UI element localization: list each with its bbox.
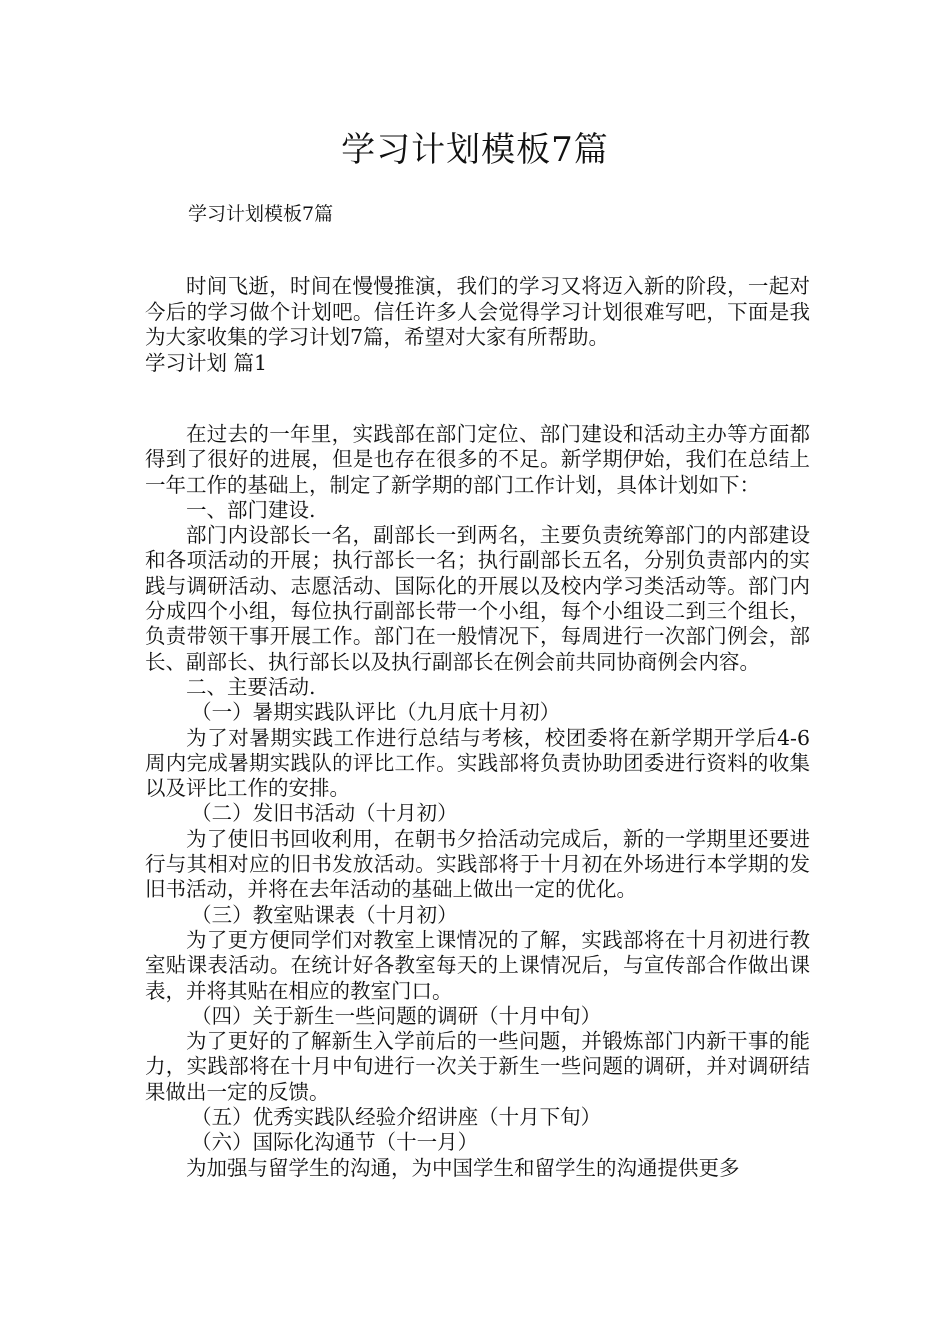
section-heading: 一、部门建设.: [186, 497, 316, 522]
intro-paragraph: 时间飞逝，时间在慢慢推演，我们的学习又将迈入新的阶段，一起对今后的学习做个计划吧。信任许多人会觉得学习计划很难写吧，下面是我为大家收集的学习计划7篇，希望对大家有所帮助。: [145, 274, 810, 349]
activity-heading: （五）优秀实践队经验介绍讲座（十月下旬）: [191, 1105, 602, 1130]
activity-heading: （二）发旧书活动（十月初）: [191, 801, 458, 826]
activity-heading: （三）教室贴课表（十月初）: [191, 902, 458, 927]
activity-heading: （四）关于新生一些问题的调研（十月中旬）: [191, 1003, 602, 1028]
body-paragraph: 为了使旧书回收利用，在朝书夕拾活动完成后，新的一学期里还要进行与其相对应的旧书发放活动。实践部将于十月初在外场进行本学期的发旧书活动，并将在去年活动的基础上做出一定的优化。: [145, 826, 810, 902]
activity-heading: （六）国际化沟通节（十一月）: [191, 1130, 479, 1155]
section-label: 学习计划 篇1: [145, 350, 268, 375]
body-paragraph: 在过去的一年里，实践部在部门定位、部门建设和活动主办等方面都得到了很好的进展，但是也存在很多的不足。新学期伊始，我们在总结上一年工作的基础上，制定了新学期的部门工作计划，具体计划如下：: [145, 422, 810, 497]
body-paragraph: 为了更方便同学们对教室上课情况的了解，实践部将在十月初进行教室贴课表活动。在统计好各教室每天的上课情况后，与宣传部合作做出课表，并将其贴在相应的教室门口。: [145, 927, 810, 1003]
body-paragraph: 为了更好的了解新生入学前后的一些问题，并锻炼部门内新干事的能力，实践部将在十月中旬进行一次关于新生一些问题的调研，并对调研结果做出一定的反馈。: [145, 1029, 810, 1104]
intro-block: [145, 274, 810, 376]
body-paragraph: 为加强与留学生的沟通，为中国学生和留学生的沟通提供更多: [186, 1155, 740, 1180]
body-paragraph: 部门内设部长一名，副部长一到两名，主要负责统筹部门的内部建设和各项活动的开展；执行部长一名；执行副部长五名，分别负责部内的实践与调研活动、志愿活动、国际化的开展以及校内学习类活动等。部门内分成四个小组，每位执行副部长带一个小组，每个小组设二到三个组长，负责带领干事开展工作。部门在一般情况下，每周进行一次部门例会，部长、副部长、执行部长以及执行副部长在例会前共同协商例会内容。: [145, 523, 810, 674]
body-paragraph: 为了对暑期实践工作进行总结与考核，校团委将在新学期开学后4-6周内完成暑期实践队的评比工作。实践部将负责协助团委进行资料的收集以及评比工作的安排。: [145, 725, 810, 801]
section-heading: 二、主要活动.: [186, 674, 316, 699]
document-body: [145, 422, 810, 1181]
activity-heading: （一）暑期实践队评比（九月底十月初）: [191, 700, 561, 725]
document-title: 学习计划模板7篇: [341, 130, 609, 170]
document-subtitle: 学习计划模板7篇: [188, 203, 334, 225]
